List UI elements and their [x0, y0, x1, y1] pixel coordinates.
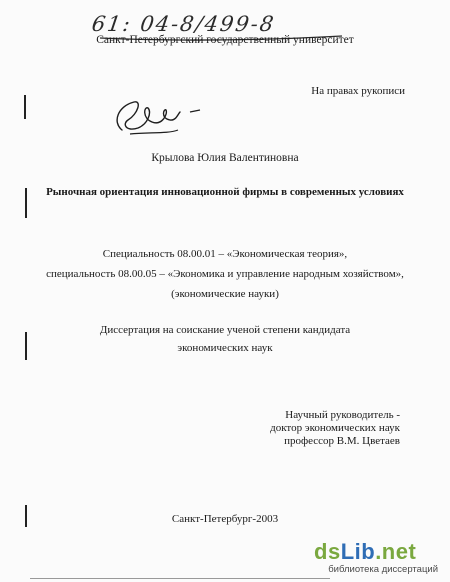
watermark-logo: dsLib.net	[314, 539, 417, 564]
specialty-line: специальность 08.00.05 – «Экономика и управление народным хозяйством»,	[46, 268, 404, 280]
degree-line: Диссертация на соискание ученой степени кандидата	[99, 324, 351, 336]
degree-line: экономических наук	[177, 342, 273, 354]
supervisor-line: доктор экономических наук	[270, 422, 400, 434]
supervisor-block	[270, 409, 400, 448]
rights-note: На правах рукописи	[311, 85, 405, 97]
scan-mark-left	[24, 95, 26, 119]
scan-mark-bottom	[30, 578, 330, 579]
university-name: Санкт-Петербургский государственный университет	[96, 34, 354, 46]
city-year: Санкт-Петербург-2003	[171, 513, 279, 525]
watermark-subtitle: библиотека диссертаций	[328, 564, 438, 575]
handwritten-code-text: 61: 04-8/499-8	[90, 12, 277, 36]
signature	[108, 92, 204, 142]
specialty-line: Специальность 08.00.01 – «Экономическая теория»,	[102, 248, 348, 260]
specialty-line: (экономические науки)	[171, 288, 279, 300]
supervisor-line: профессор В.М. Цветаев	[284, 435, 400, 447]
author-name: Крылова Юлия Валентиновна	[151, 152, 299, 164]
dslib-watermark[interactable]	[314, 538, 438, 578]
dissertation-title: Рыночная ориентация инновационной фирмы в современных условиях	[46, 186, 404, 198]
supervisor-line: Научный руководитель -	[285, 409, 400, 421]
